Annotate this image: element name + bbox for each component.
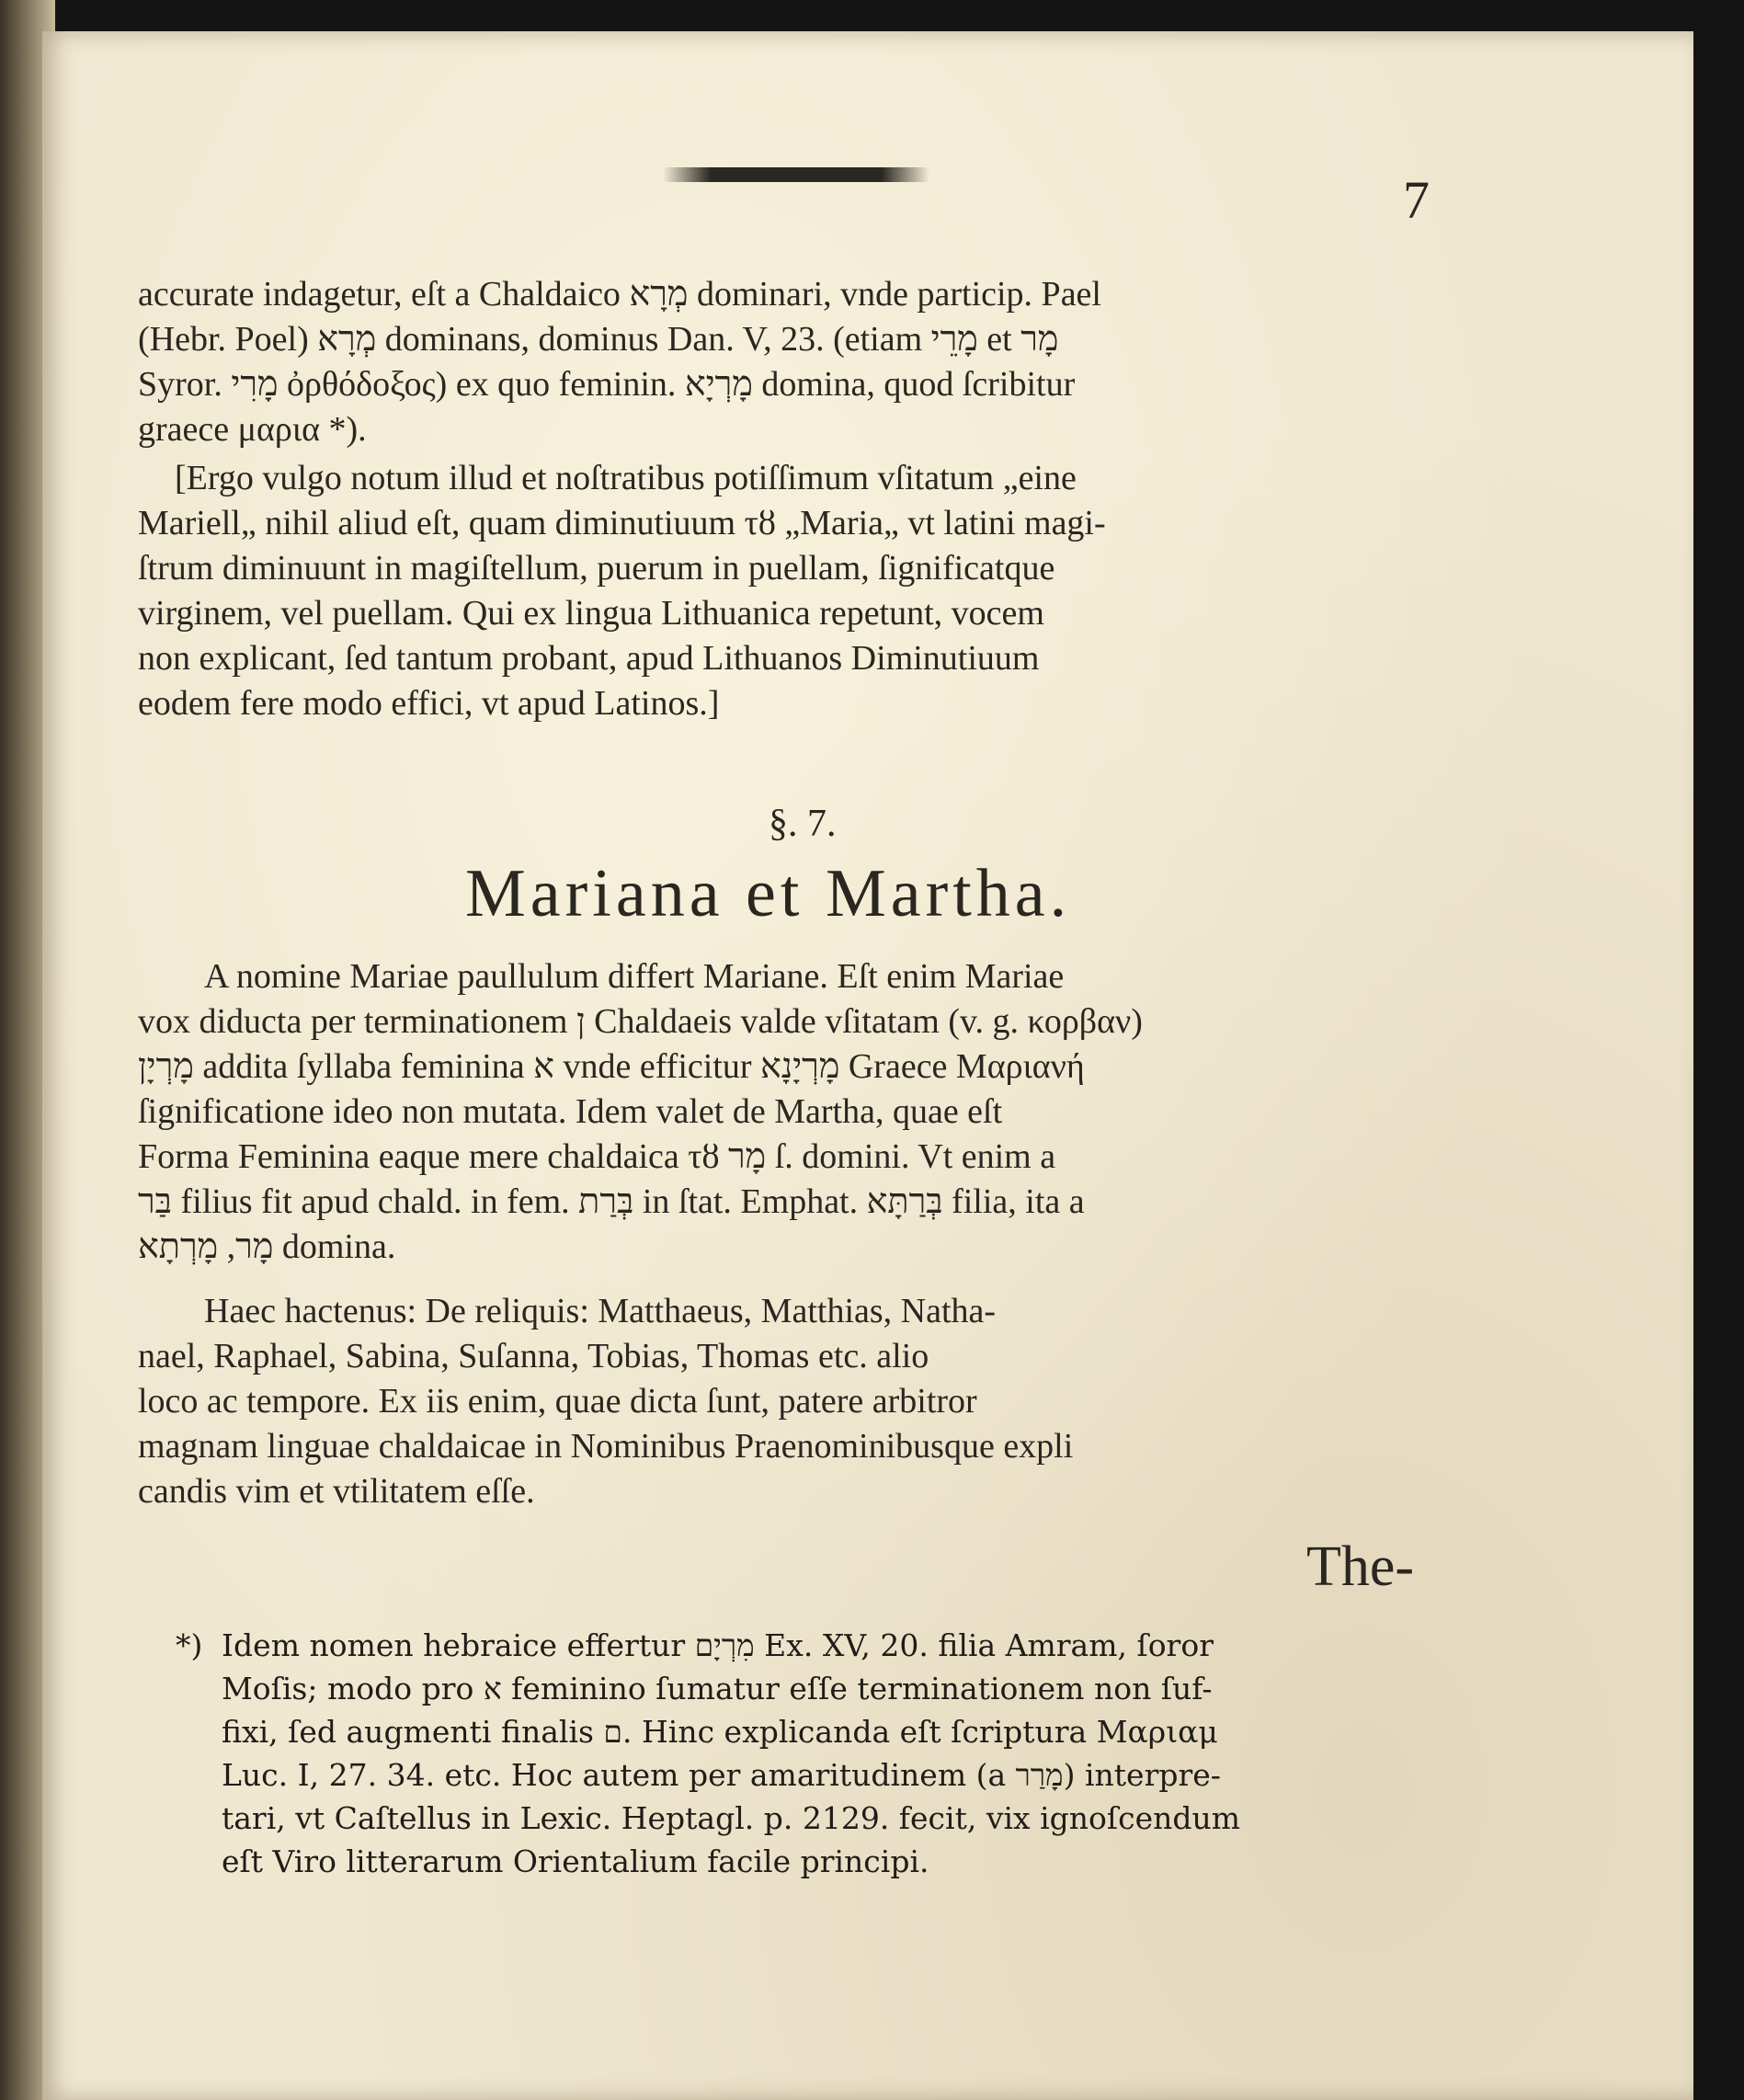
text-line: non explicant, ſed tantum probant, apud Lithuanos Diminutiuum <box>138 639 1040 678</box>
text-line: virginem, vel puellam. Qui ex lingua Lithuanica repetunt, vocem <box>138 594 1044 633</box>
text-line: Mariell„ nihil aliud eſt, quam diminutiuum τȣ „Maria„ vt latini magi- <box>138 504 1106 542</box>
text-line: ſtrum diminuunt in magiſtellum, puerum in puellam, ſignificatque <box>138 549 1055 588</box>
footnote-line: Luc. I, 27. 34. etc. Hoc autem per amaritudinem (a מָרַר) interpre- <box>222 1757 1221 1793</box>
text-line: בַּר filius fit apud chald. in fem. בְּרַת in ſtat. Emphat. בְּרַתָּא filia, ita a <box>138 1182 1085 1221</box>
text-line: מָר, מָרְתָא domina. <box>138 1227 396 1266</box>
text-line: vox diducta per terminationem ן Chaldaeis valde vſitatam (v. g. κορβαν) <box>138 1002 1143 1041</box>
footnote-line <box>176 1624 1490 1667</box>
footnote-line: Moſis; modo pro א feminino ſumatur eſſe terminationem non ſuf- <box>222 1671 1213 1706</box>
text-line: ſignificatione ideo non mutata. Idem valet de Martha, quae eſt <box>138 1092 1003 1131</box>
text-line: מָרְיָן addita ſyllaba feminina א vnde efficitur מָרְיָנָא Graece Μαριανή <box>138 1047 1085 1086</box>
bracket-paragraph <box>138 456 1480 726</box>
text-line: candis vim et vtilitatem eſſe. <box>138 1472 535 1511</box>
footnote-marker: *) <box>176 1627 203 1663</box>
text-line: A nomine Mariae paullulum differt Mariane. Eſt enim Mariae <box>204 957 1065 996</box>
section-mark: §. 7. <box>769 803 837 845</box>
text-line: Forma Feminina eaque mere chaldaica τȣ מָר ſ. domini. Vt enim a <box>138 1137 1056 1176</box>
text-line: Syror. מָרִי ὀρθόδοξος) ex quo feminin. מָרְיָא domina, quod ſcribitur <box>138 365 1076 404</box>
text-line: accurate indagetur, eſt a Chaldaico מְרָא dominari, vnde particip. Pael <box>138 275 1101 314</box>
book-page <box>42 31 1693 2100</box>
header-ornament <box>663 167 929 182</box>
text-line: magnam linguae chaldaicae in Nominibus Praenominibusque expli <box>138 1427 1074 1466</box>
text-line: eodem fere modo effici, vt apud Latinos.] <box>138 684 720 723</box>
footnote-line: fixi, ſed augmenti finalis ם. Hinc explicanda eſt ſcriptura Μαριαμ <box>222 1714 1218 1750</box>
footnote-text: Idem nomen hebraice effertur מִרְיָם Ex. XV, 20. filia Amram, ſoror <box>222 1627 1214 1663</box>
page-number: 7 <box>1403 170 1430 230</box>
text-line: nael, Raphael, Sabina, Suſanna, Tobias, Thomas etc. alio <box>138 1337 929 1375</box>
text-line: [Ergo vulgo notum illud et noſtratibus potiſſimum vſitatum „eine <box>175 459 1077 497</box>
catchword: The- <box>1306 1535 1415 1598</box>
text-line: Haec hactenus: De reliquis: Matthaeus, Matthias, Natha- <box>204 1292 997 1330</box>
section-title: Mariana et Martha. <box>465 856 1072 931</box>
closing-paragraph <box>138 1289 1480 1514</box>
top-paragraph <box>138 272 1480 452</box>
text-line: graece μαρια *). <box>138 410 367 449</box>
text-line: (Hebr. Poel) מְרָא dominans, dominus Dan. V, 23. (etiam מָרֵי et מָר <box>138 320 1059 359</box>
footnote-line: tari, vt Caſtellus in Lexic. Heptagl. p. 2129. fecit, vix ignoſcendum <box>222 1800 1241 1836</box>
footnote-line: eſt Viro litterarum Orientalium facile principi. <box>222 1843 929 1879</box>
section-paragraph <box>138 954 1480 1270</box>
footnote <box>176 1624 1490 1883</box>
text-line: loco ac tempore. Ex iis enim, quae dicta ſunt, patere arbitror <box>138 1382 977 1421</box>
